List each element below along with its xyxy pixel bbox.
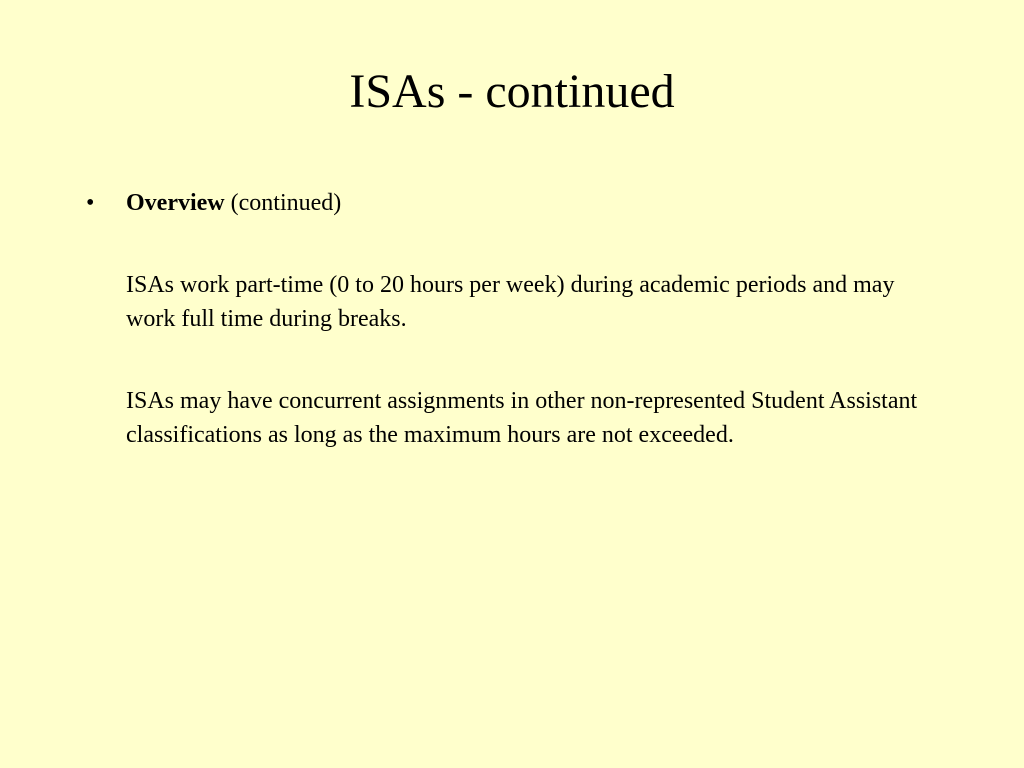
bullet-heading: Overview: [126, 190, 225, 216]
bullet-text: [126, 186, 341, 220]
slide-title: ISAs - continued: [349, 65, 675, 118]
bullet-point-icon: •: [86, 190, 95, 216]
paragraph-work-hours: ISAs work part-time (0 to 20 hours per week) during academic periods and may work full time during breaks.: [126, 272, 895, 332]
bullet-item-overview: [86, 186, 946, 220]
bullet-heading-suffix: (continued): [224, 190, 342, 216]
paragraph-concurrent-assignments: ISAs may have concurrent assignments in other non-represented Student Assistant classifications as long as the maximum hours are not exceeded.: [126, 388, 918, 448]
